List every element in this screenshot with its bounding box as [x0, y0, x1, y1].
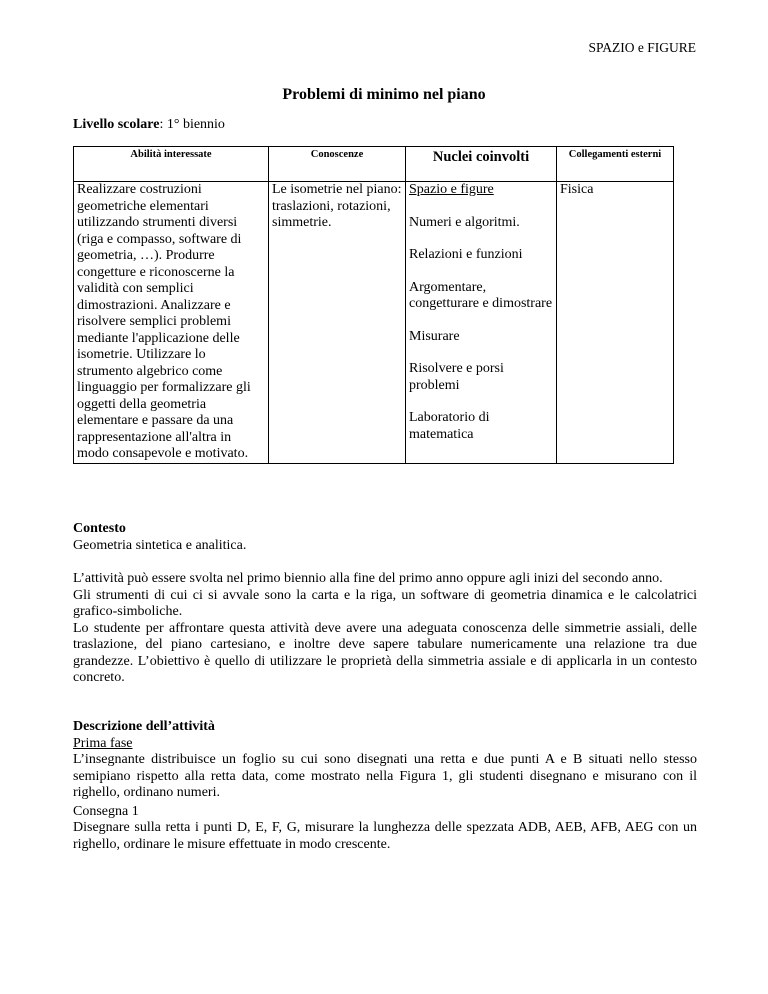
header-nuclei: Nuclei coinvolti: [406, 147, 557, 182]
paragraph: L’attività può essere svolta nel primo biennio alla fine del primo anno oppure agli inizi del secondo anno.: [73, 571, 663, 586]
descrizione-section: [73, 719, 697, 853]
intro-paragraphs: [73, 571, 697, 687]
nucleo-item: Numeri e algoritmi.: [409, 214, 520, 230]
cell-nuclei: [406, 182, 557, 464]
table-row: [74, 182, 674, 464]
contesto-text: Geometria sintetica e analitica.: [73, 537, 247, 553]
paragraph: Lo studente per affrontare questa attività deve avere una adeguata conoscenza delle simmetrie assiali, delle traslazione, del piano cartesiano, e inoltre deve sapere tabulare numericamente una relazione tra due grandezze. L’obiettivo è quello di utilizzare le proprietà della simmetria assiale e di applicarla in un contesto concreto.: [73, 620, 697, 685]
document-title: Problemi di minimo nel piano: [282, 86, 486, 103]
cell-collegamenti: Fisica: [557, 182, 674, 464]
descrizione-text: L’insegnante distribuisce un foglio su cui sono disegnati una retta e due punti A e B situati nello stesso semipiano rispetto alla retta data, come mostrato nella Figura 1, gli studenti disegnano e misurano con il righello, ordinano numeri.: [73, 752, 697, 800]
table-header-row: [74, 147, 674, 182]
livello-scolare: [73, 117, 225, 133]
consegna-label: Consegna 1: [73, 803, 139, 819]
nucleo-item: Risolvere e porsi problemi: [409, 361, 504, 393]
competence-table: [73, 146, 674, 464]
cell-abilita: Realizzare costruzioni geometriche elementari utilizzando strumenti diversi (riga e compasso, software di geometria, …). Produrre congetture e riconoscerne la validità con semplici dimostrazioni. Analizzare e risolvere semplici problemi mediante l'applicazione delle isometrie. Utilizzare lo strumento algebrico come linguaggio per formalizzare gli oggetti della geometria elementare e passare da una rappresentazione all'altra in modo consapevole e motivato.: [74, 182, 269, 464]
livello-value: : 1° biennio: [159, 117, 225, 132]
livello-label: Livello scolare: [73, 117, 160, 132]
header-conoscenze: Conoscenze: [269, 147, 406, 182]
nucleo-item: Relazioni e funzioni: [409, 247, 523, 262]
nucleo-item: Spazio e figure: [409, 182, 494, 197]
cell-conoscenze: Le isometrie nel piano: traslazioni, rotazioni, simmetrie.: [269, 182, 406, 464]
contesto-section: [73, 521, 697, 554]
fase-heading: Prima fase: [73, 735, 133, 751]
consegna-text: Disegnare sulla retta i punti D, E, F, G, misurare la lunghezza delle spezzata ADB, AEB, AFB, AEG con un righello, ordinare le misure effettuate in modo crescente.: [73, 820, 697, 852]
contesto-heading: Contesto: [73, 521, 126, 536]
nucleo-item: Misurare: [409, 328, 460, 344]
nucleo-item: Laboratorio di matematica: [409, 410, 490, 442]
nucleo-item: Argomentare, congetturare e dimostrare: [409, 279, 553, 311]
descrizione-heading: Descrizione dell’attività: [73, 719, 215, 734]
header-collegamenti: Collegamenti esterni: [557, 147, 674, 182]
paragraph: Gli strumenti di cui ci si avvale sono la carta e la riga, un software di geometria dinamica e le calcolatrici grafico-simboliche.: [73, 587, 697, 619]
header-abilita: Abilità interessate: [74, 147, 269, 182]
running-header: SPAZIO e FIGURE: [588, 40, 696, 55]
